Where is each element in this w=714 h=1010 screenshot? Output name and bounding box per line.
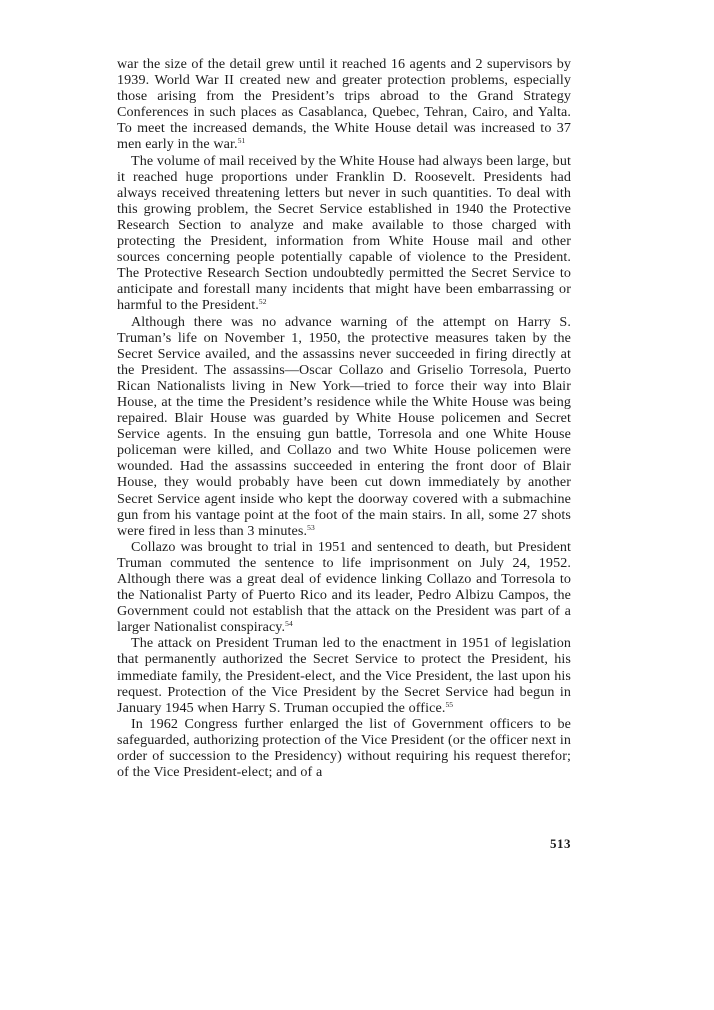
- footnote-ref: 54: [285, 619, 293, 629]
- paragraph-text: The volume of mail received by the White House had always been large, but it reached huge proportions under Franklin D. Roosevelt. Presidents had always received threatening letters but never in such quantities. To deal with this growing problem, the Secret Service established in 1940 the Protective Research Section to analyze and make available to those charged with protecting the President, information from White House mail and other sources concerning people potentially capable of violence to the President. The Protective Research Section undoubtedly permitted the Secret Service to anticipate and forestall many incidents that might have been embarrassing or harmful to the President.: [117, 152, 571, 314]
- footnote-ref: 53: [307, 522, 315, 532]
- paragraph-text: The attack on President Truman led to the enactment in 1951 of legislation that permanently authorized the Secret Service to protect the President, his immediate family, the President-elect, and the Vice President, the last upon his request. Protection of the Vice President by the Secret Service had begun in January 1945 when Harry S. Truman occupied the office.: [117, 635, 571, 716]
- paragraph-text: Although there was no advance warning of the attempt on Harry S. Truman’s life on November 1, 1950, the protective measures taken by the Secret Service availed, and the assassins never succeeded in firing directly at the President. The assassins—Oscar Collazo and Griselio Torresola, Puerto Rican Nationalists living in New York—tried to force their way into Blair House, at the time the President’s residence while the White House was being repaired. Blair House was guarded by White House policemen and Secret Service agents. In the ensuing gun battle, Torresola and one White House policeman were killed, and Collazo and two White House policemen were wounded. Had the assassins succeeded in entering the front door of Blair House, they would probably have been cut down immediately by another Secret Service agent inside who kept the doorway covered with a submachine gun from his vantage point at the foot of the main stairs. In all, some 27 shots were fired in less than 3 minutes.: [117, 313, 571, 539]
- paragraph-text: In 1962 Congress further enlarged the list of Government officers to be safeguarded, authorizing protection of the Vice President (or the officer next in order of succession to the Presidency) without requiring his request therefor; of the Vice President-elect; and of a: [117, 715, 571, 781]
- paragraph-text: war the size of the detail grew until it reached 16 agents and 2 supervisors by 1939. World War II created new and greater protection problems, especially those arising from the President’s trips abroad to the Grand Strategy Conferences in such places as Casablanca, Quebec, Tehran, Cairo, and Yalta. To meet the increased demands, the White House detail was increased to 37 men early in the war.: [117, 56, 571, 153]
- footnote-ref: 55: [445, 699, 454, 709]
- paragraph: [117, 539, 571, 636]
- paragraph: [117, 153, 571, 314]
- paragraph: [117, 635, 571, 715]
- paragraph: [117, 716, 571, 780]
- paragraph: [117, 56, 571, 153]
- footnote-ref: 51: [237, 136, 246, 146]
- body-text: [117, 56, 571, 780]
- page-number: 513: [550, 836, 571, 851]
- paragraph-text: Collazo was brought to trial in 1951 and sentenced to death, but President Truman commuted the sentence to life imprisonment on July 24, 1952. Although there was a great deal of evidence linking Collazo and Torresola to the Nationalist Party of Puerto Rico and its leader, Pedro Albizu Campos, the Government could not establish that the attack on the President was part of a larger Nationalist conspiracy.: [117, 538, 571, 636]
- footnote-ref: 52: [258, 297, 267, 307]
- paragraph: [117, 314, 571, 539]
